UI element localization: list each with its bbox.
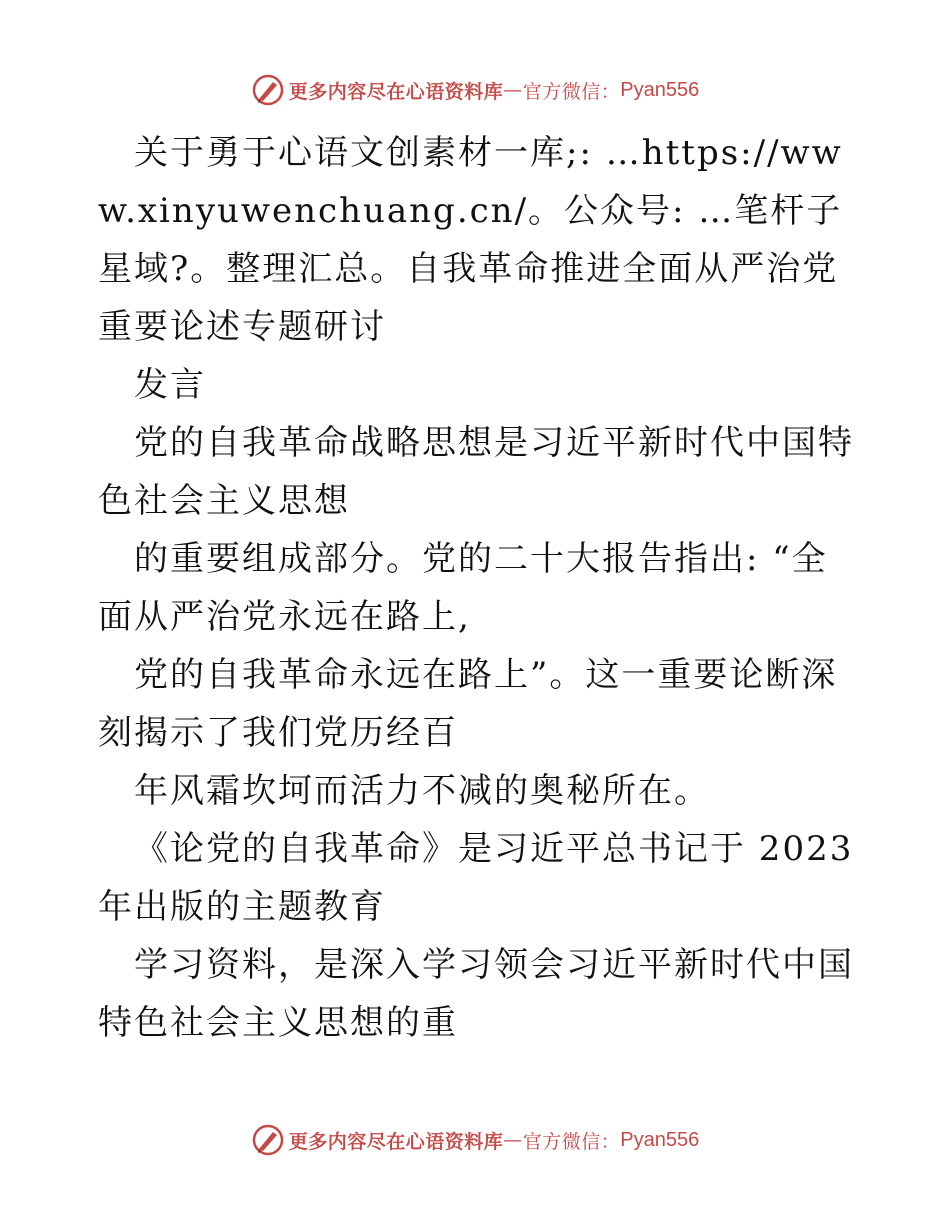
watermark-wechat-label: 官方微信： [522,1130,621,1153]
paragraph: 党的自我革命战略思想是习近平新时代中国特色社会主义思想 [98,423,854,521]
watermark-dash: — [503,1129,523,1151]
pen-logo-icon [251,73,285,107]
footer-watermark [0,1120,950,1160]
watermark-site-text: 更多内容尽在心语资料库 [288,1130,504,1153]
watermark-site-text: 更多内容尽在心语资料库 [288,80,504,103]
watermark-wechat-id: Pyan556 [620,1128,700,1151]
paragraph: 《论党的自我革命》是习近平总书记于 2023 年出版的主题教育 [98,829,854,927]
paragraph: 学习资料，是深入学习领会习近平新时代中国特色社会主义思想的重 [98,945,854,1043]
document-body [98,124,858,1052]
paragraph: 年风霜坎坷而活力不减的奥秘所在。 [134,771,710,811]
paragraph: 的重要组成部分。党的二十大报告指出: “全面从严治党永远在路上, [98,539,828,637]
watermark-wechat-label: 官方微信： [522,80,621,103]
paragraph: 党的自我革命永远在路上”。这一重要论断深刻揭示了我们党历经百 [98,655,838,753]
watermark-dash: — [503,79,523,101]
watermark-wechat-id: Pyan556 [620,78,700,101]
paragraph: 关于勇于心语文创素材一库;: …https://www.xinyuwenchuang.cn/。公众号: …笔杆子星域?。整理汇总。自我革命推进全面从严治党重要论述专题研讨 [98,133,843,347]
pen-logo-icon [251,1123,285,1157]
paragraph: 发言 [134,365,206,405]
header-watermark [0,70,950,110]
